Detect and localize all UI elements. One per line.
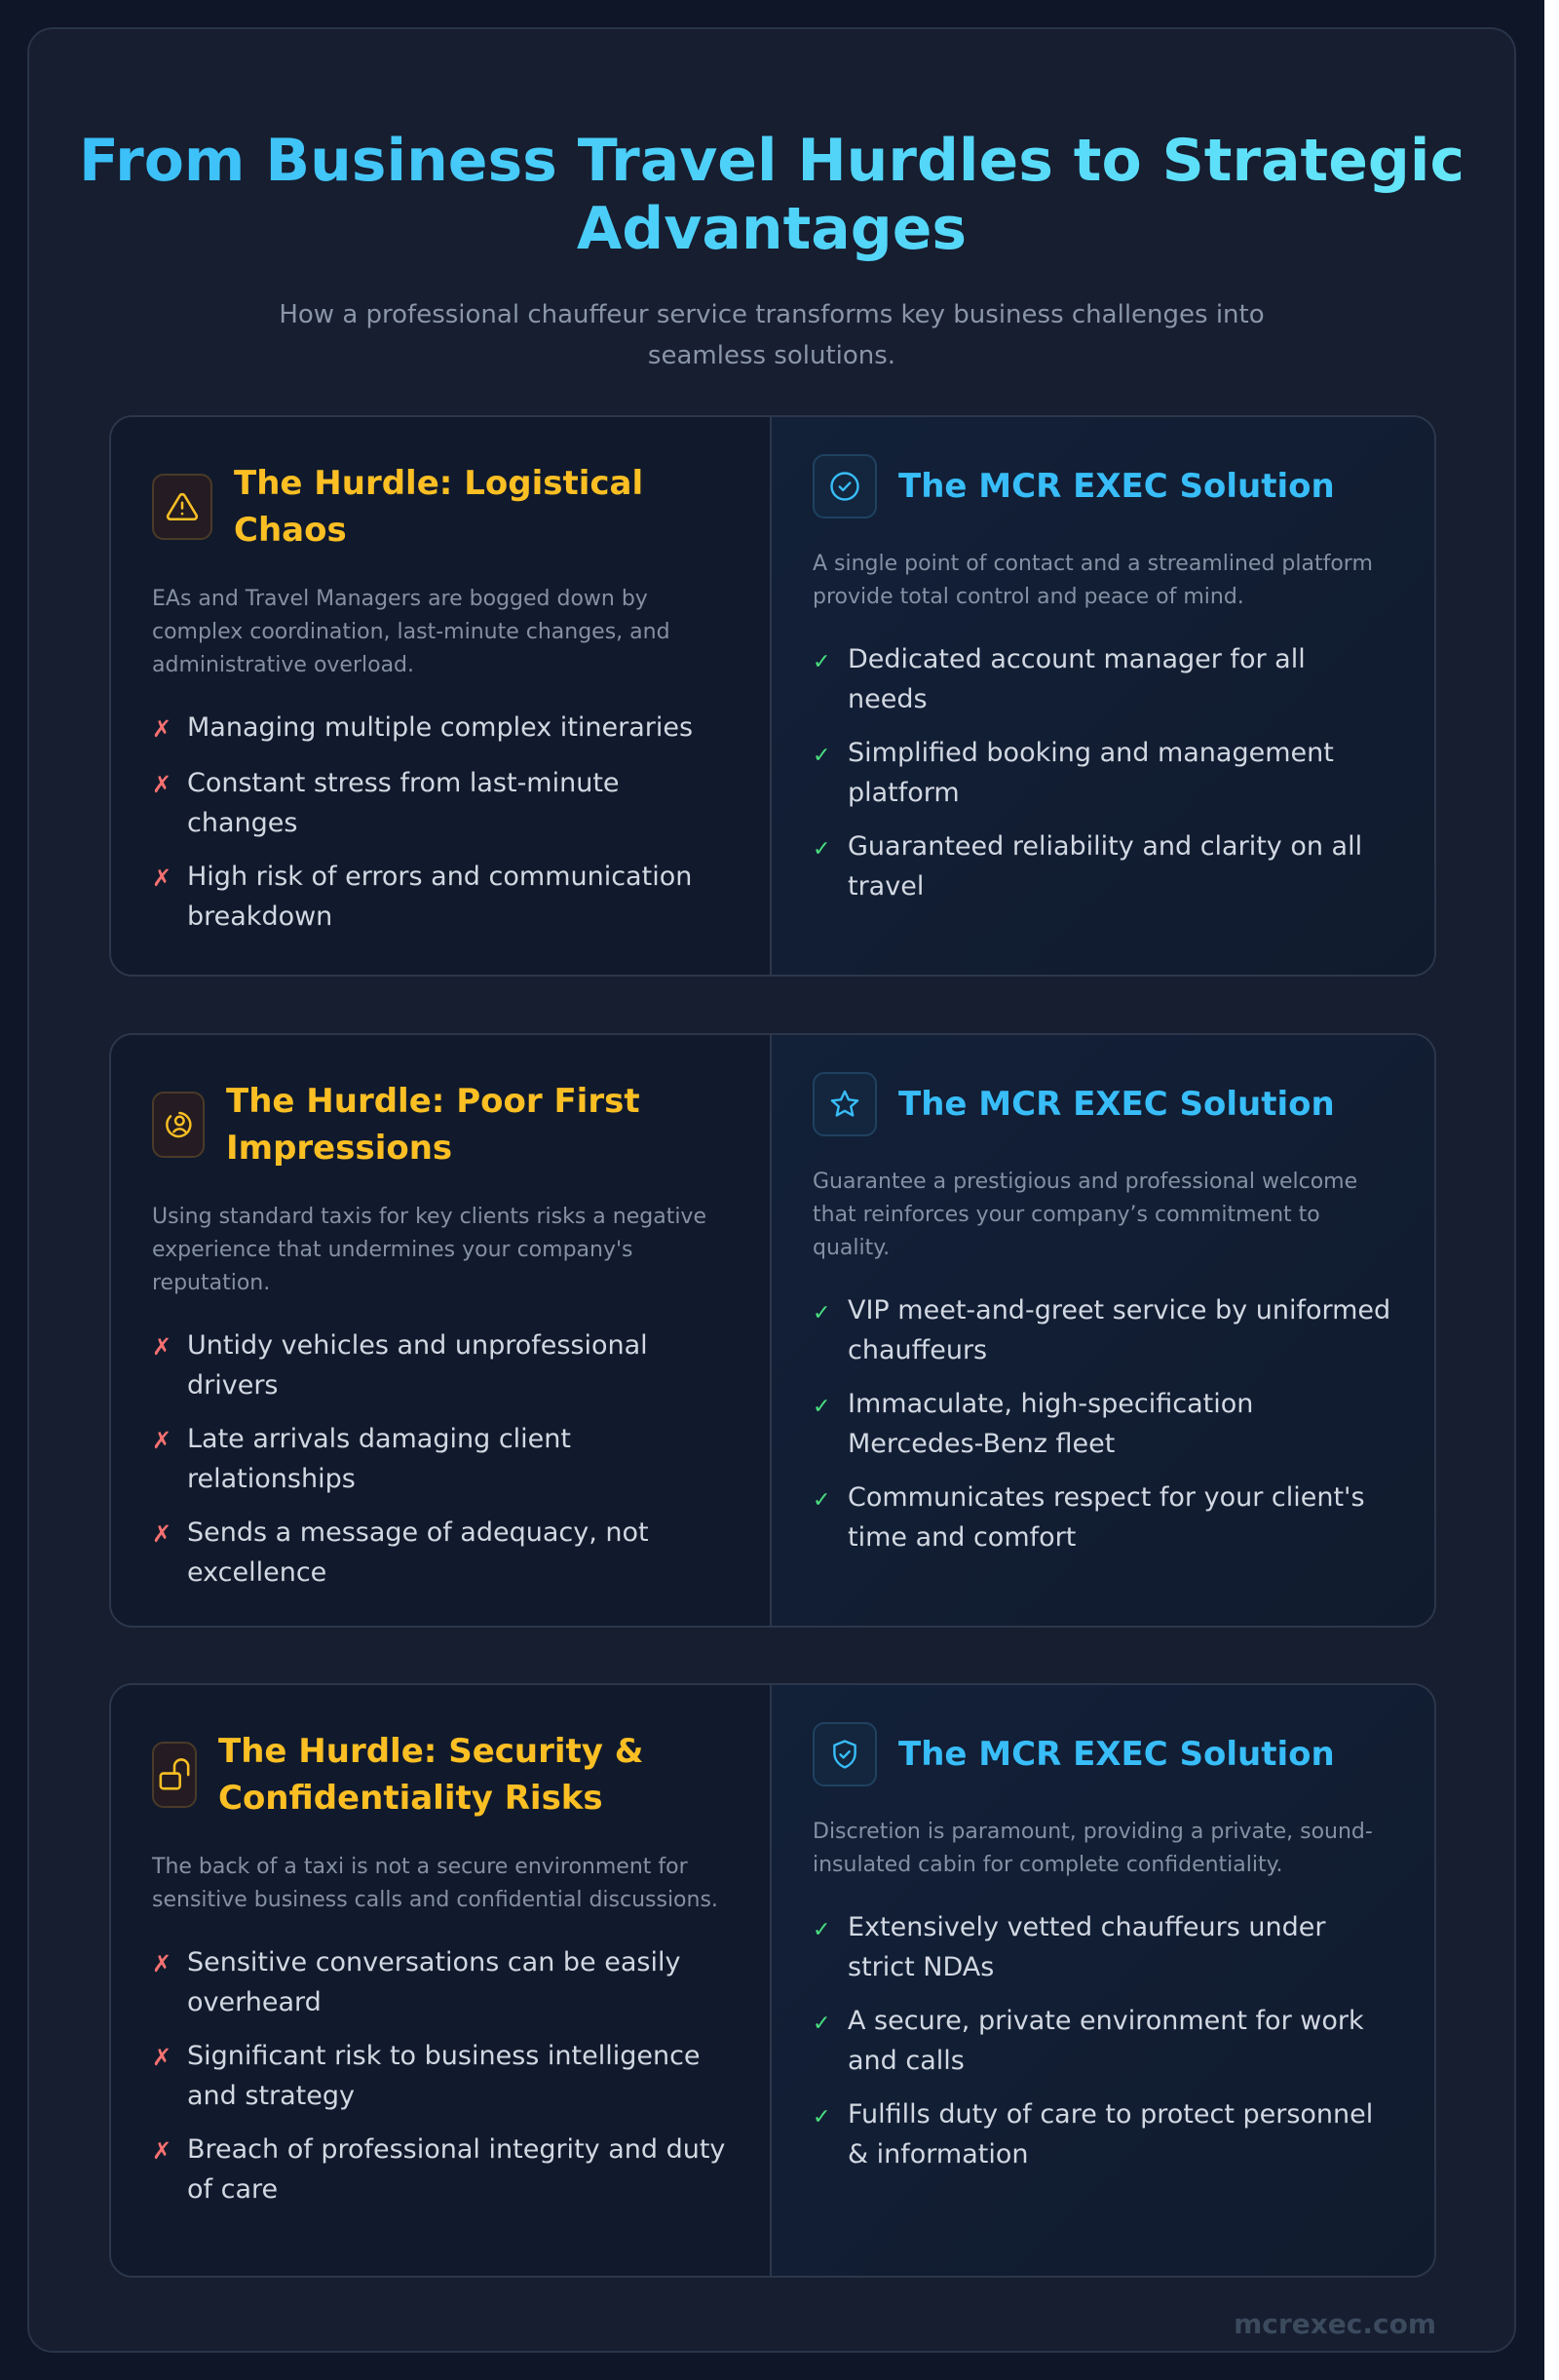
- cross-icon: ✗: [152, 1427, 172, 1454]
- check-icon: ✓: [813, 744, 831, 768]
- hurdle-description: Using standard taxis for key clients risks a negative experience that undermines your company's reputation.: [152, 1205, 706, 1295]
- shield-check-icon: [813, 1722, 877, 1786]
- solution-description: Guarantee a prestigious and professional welcome that reinforces your company’s commitment to quality.: [813, 1170, 1358, 1260]
- cross-icon: ✗: [152, 864, 172, 892]
- solution-column: [772, 1685, 1434, 2276]
- check-icon: ✓: [813, 837, 831, 862]
- hurdle-points: [152, 708, 731, 937]
- hurdle-description: The back of a taxi is not a secure environment for sensitive business calls and confidential discussions.: [152, 1855, 718, 1912]
- hurdle-description: EAs and Travel Managers are bogged down by complex coordination, last-minute changes, and administrative overload.: [152, 587, 670, 677]
- list-item: ✗ Managing multiple complex itineraries: [152, 708, 731, 749]
- check-icon: ✓: [813, 1395, 831, 1419]
- cross-icon: ✗: [152, 1333, 172, 1361]
- hurdle-title: The Hurdle: Logistical Chaos: [234, 464, 644, 550]
- list-item: ✗ Sensitive conversations can be easily overheard: [152, 1942, 731, 2022]
- cross-icon: ✗: [152, 771, 172, 798]
- comparison-card-security: [109, 1683, 1436, 2278]
- hurdle-column: [111, 1685, 772, 2276]
- hurdle-title: The Hurdle: Security & Confidentiality Risks: [218, 1732, 644, 1818]
- page-title: From Business Travel Hurdles to Strategic Advantages: [29, 127, 1514, 263]
- list-item: ✗ Significant risk to business intelligence and strategy: [152, 2036, 731, 2116]
- list-item: ✓ Fulfills duty of care to protect personnel & information: [813, 2094, 1391, 2174]
- check-icon: ✓: [813, 1918, 831, 1942]
- list-item: ✓ Guaranteed reliability and clarity on all travel: [813, 826, 1391, 906]
- hurdle-title: The Hurdle: Poor First Impressions: [226, 1082, 640, 1168]
- list-item: ✗ Breach of professional integrity and duty of care: [152, 2130, 731, 2209]
- list-item: ✗ High risk of errors and communication breakdown: [152, 857, 731, 937]
- cross-icon: ✗: [152, 2137, 172, 2165]
- cross-icon: ✗: [152, 1520, 172, 1548]
- hurdle-header: [152, 460, 731, 554]
- hurdle-column: [111, 1035, 772, 1626]
- star-icon: [813, 1072, 877, 1136]
- check-icon: ✓: [813, 2105, 831, 2130]
- solution-column: [772, 1035, 1434, 1626]
- list-item: ✓ Immaculate, high-specification Mercedes-Benz fleet: [813, 1384, 1391, 1464]
- cross-icon: ✗: [152, 1950, 172, 1977]
- list-item: ✗ Sends a message of adequacy, not excellence: [152, 1513, 731, 1593]
- comparison-card-logistics: [109, 415, 1436, 977]
- hurdle-column: [111, 417, 772, 975]
- list-item: ✓ Communicates respect for your client's time and comfort: [813, 1478, 1391, 1557]
- check-circle-icon: [813, 454, 877, 518]
- solution-header: [813, 1722, 1391, 1786]
- unlock-icon: [152, 1742, 197, 1808]
- list-item: ✓ VIP meet-and-greet service by uniformed chauffeurs: [813, 1290, 1391, 1370]
- solution-points: [813, 1290, 1391, 1557]
- solution-header: [813, 454, 1391, 518]
- hurdle-points: [152, 1325, 731, 1593]
- hurdle-points: [152, 1942, 731, 2209]
- check-icon: ✓: [813, 1301, 831, 1325]
- list-item: ✗ Constant stress from last-minute changes: [152, 763, 731, 843]
- list-item: ✓ Dedicated account manager for all needs: [813, 639, 1391, 719]
- page-subtitle: How a professional chauffeur service transforms key business challenges into seamless solutions.: [279, 300, 1265, 370]
- footer-brand: mcrexec.com: [1234, 2308, 1436, 2340]
- solution-description: A single point of contact and a streamlined platform provide total control and peace of mind.: [813, 552, 1373, 609]
- check-icon: ✓: [813, 2012, 831, 2036]
- check-icon: ✓: [813, 1488, 831, 1513]
- solution-points: [813, 639, 1391, 906]
- solution-description: Discretion is paramount, providing a private, sound-insulated cabin for complete confidentiality.: [813, 1820, 1373, 1877]
- list-item: ✓ Extensively vetted chauffeurs under strict NDAs: [813, 1907, 1391, 1987]
- list-item: ✓ Simplified booking and management platform: [813, 733, 1391, 813]
- list-item: ✗ Late arrivals damaging client relationships: [152, 1419, 731, 1499]
- hurdle-header: [152, 1078, 731, 1171]
- cross-icon: ✗: [152, 715, 172, 743]
- alert-triangle-icon: [152, 474, 212, 540]
- check-icon: ✓: [813, 650, 831, 674]
- list-item: ✓ A secure, private environment for work and calls: [813, 2001, 1391, 2081]
- solution-column: [772, 417, 1434, 975]
- comparison-card-impressions: [109, 1033, 1436, 1628]
- cross-icon: ✗: [152, 2044, 172, 2071]
- infographic-panel: [27, 27, 1516, 2353]
- sad-user-icon: [152, 1092, 205, 1158]
- solution-header: [813, 1072, 1391, 1136]
- solution-points: [813, 1907, 1391, 2174]
- solution-title: The MCR EXEC Solution: [898, 1735, 1335, 1774]
- hurdle-header: [152, 1728, 731, 1822]
- solution-title: The MCR EXEC Solution: [898, 467, 1335, 506]
- solution-title: The MCR EXEC Solution: [898, 1085, 1335, 1124]
- list-item: ✗ Untidy vehicles and unprofessional drivers: [152, 1325, 731, 1405]
